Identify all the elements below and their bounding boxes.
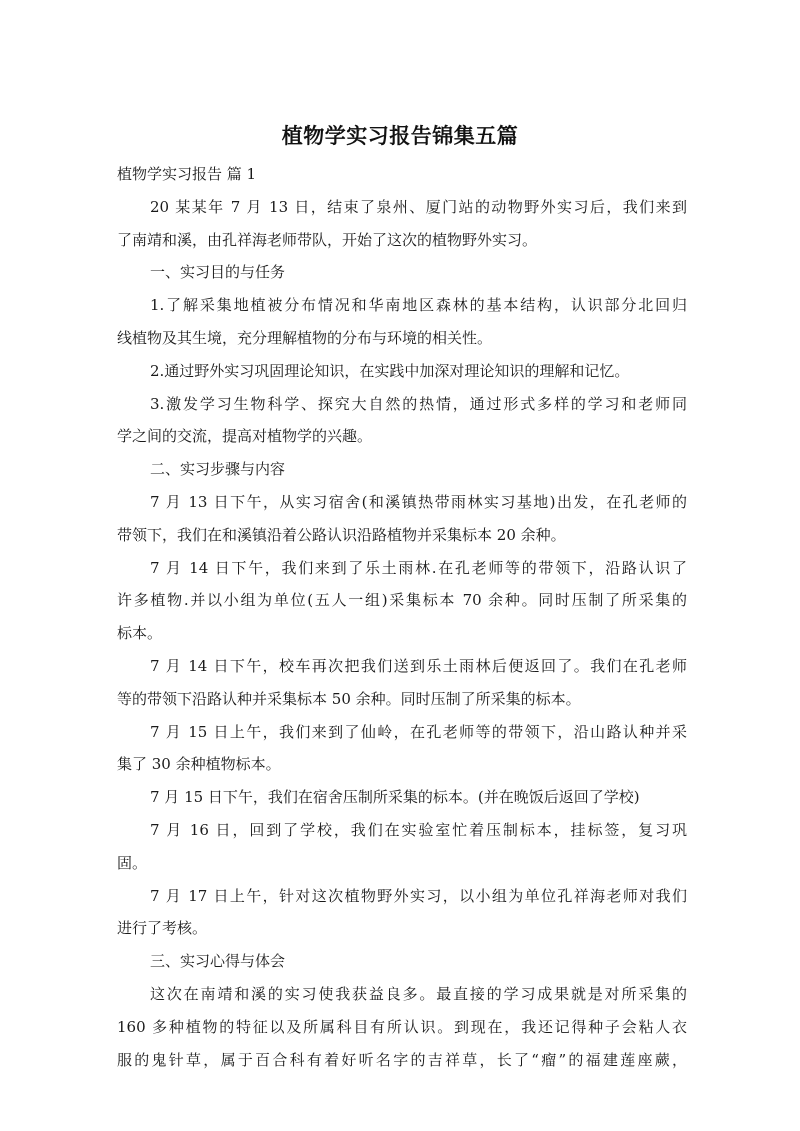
text-line: 服的鬼针草，属于百合科有着好听名字的吉祥草，长了“瘤”的福建莲座蕨， [117,1050,687,1069]
text-line: 进行了考核。 [117,919,208,938]
text-line: 3.激发学习生物科学、探究大自然的热情，通过形式多样的学习和老师同 [150,394,687,413]
document-body [117,158,687,1076]
text-line: 集了 30 余种植物标本。 [117,755,281,774]
text-line: 学之间的交流，提高对植物学的兴趣。 [117,427,373,446]
text-line: 一、实习目的与任务 [150,263,286,282]
text-line: 7 月 16 日，回到了学校，我们在实验室忙着压制标本，挂标签，复习巩 [150,820,687,839]
text-line: 植物学实习报告 篇 1 [117,165,257,183]
text-line: 等的带领下沿路认种并采集标本 50 余种。同时压制了所采集的标本。 [117,689,581,708]
text-line: 7 月 14 日下午，校车再次把我们送到乐土雨林后便返回了。我们在孔老师 [150,656,687,675]
text-line: 7 月 15 日下午，我们在宿舍压制所采集的标本。(并在晚饭后返回了学校) [150,788,640,807]
text-line: 7 月 13 日下午，从实习宿舍(和溪镇热带雨林实习基地)出发，在孔老师的 [150,492,687,511]
text-line: 这次在南靖和溪的实习使我获益良多。最直接的学习成果就是对所采集的 [150,984,687,1003]
text-line: 许多植物.并以小组为单位(五人一组)采集标本 70 余种。同时压制了所采集的 [117,591,687,610]
text-line: 20 某某年 7 月 13 日，结束了泉州、厦门站的动物野外实习后，我们来到 [150,197,687,216]
document-title: 植物学实习报告锦集五篇 [281,124,519,148]
text-line: 了南靖和溪，由孔祥海老师带队，开始了这次的植物野外实习。 [117,230,538,249]
text-line: 线植物及其生境，充分理解植物的分布与环境的相关性。 [117,328,493,347]
text-line: 7 月 14 日下午，我们来到了乐土雨林.在孔老师等的带领下，沿路认识了 [150,558,687,577]
text-line: 7 月 15 日上午，我们来到了仙岭，在孔老师等的带领下，沿山路认种并采 [150,722,687,741]
text-line: 固。 [117,853,148,872]
text-line: 标本。 [117,624,163,643]
text-line: 2.通过野外实习巩固理论知识，在实践中加深对理论知识的理解和记忆。 [150,361,630,380]
text-line: 三、实习心得与体会 [150,952,286,971]
text-line: 7 月 17 日上午，针对这次植物野外实习，以小组为单位孔祥海老师对我们 [150,886,687,905]
text-line: 160 多种植物的特征以及所属科目有所认识。到现在，我还记得种子会粘人衣 [117,1017,687,1036]
text-line: 二、实习步骤与内容 [150,460,286,479]
text-line: 带领下，我们在和溪镇沿着公路认识沿路植物并采集标本 20 余种。 [117,525,566,544]
text-line: 1.了解采集地植被分布情况和华南地区森林的基本结构，认识部分北回归 [150,296,687,315]
